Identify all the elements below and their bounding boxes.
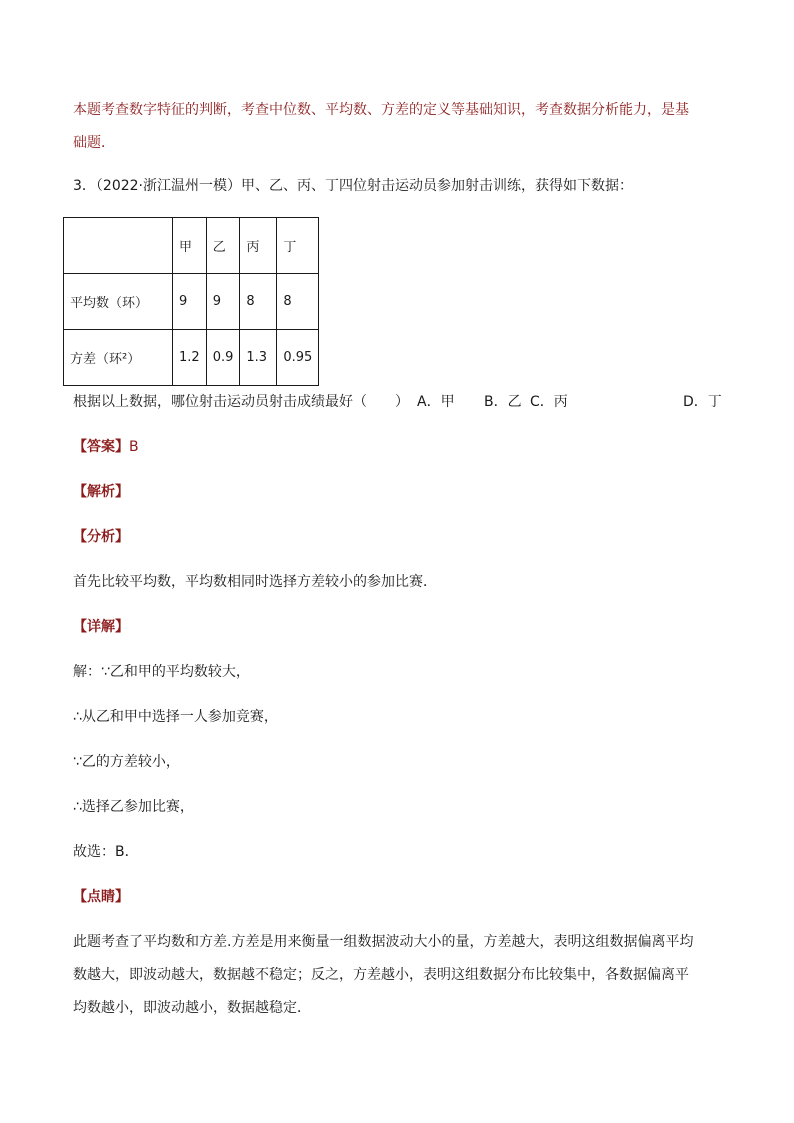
- question-ask: 根据以上数据，哪位射击运动员射击成绩最好（ ）: [73, 394, 409, 410]
- table-header-cell: 甲: [173, 218, 207, 274]
- option-a: A．甲: [417, 394, 455, 410]
- answer-value: B: [129, 439, 139, 455]
- comment-line: 数越大，即波动越大，数据越不稳定；反之，方差越小，表明这组数据分布比较集中，各数据偏离平: [73, 967, 689, 983]
- fenxi-label: 【分析】: [73, 529, 129, 545]
- comment-line: 均数越小，即波动越小，数据越稳定．: [73, 1000, 311, 1016]
- detail-line: ∵乙的方差较小，: [73, 754, 180, 770]
- option-c: C．丙: [530, 394, 568, 410]
- option-b: B．乙: [484, 394, 522, 410]
- table-row-label: 平均数（环）: [64, 274, 173, 330]
- detail-line: 解：∵乙和甲的平均数较大，: [73, 664, 250, 680]
- table-cell: 1.2: [173, 330, 207, 386]
- question-stem: 3．（2022·浙江温州一模）甲、乙、丙、丁四位射击运动员参加射击训练，获得如下数据：: [73, 178, 633, 194]
- table-cell: 8: [277, 274, 319, 330]
- option-d: D．丁: [683, 394, 722, 410]
- detail-line: 故选：B．: [73, 844, 139, 860]
- answer-line: [73, 437, 139, 457]
- table-row-label: 方差（环²）: [64, 330, 173, 386]
- table-header-cell: 乙: [206, 218, 240, 274]
- table-cell: 0.95: [277, 330, 319, 386]
- table-cell: 9: [206, 274, 240, 330]
- data-table: [63, 217, 319, 386]
- table-cell: 9: [173, 274, 207, 330]
- table-corner-cell: [64, 218, 173, 274]
- answer-label: 【答案】: [73, 439, 129, 455]
- table-row: [64, 330, 319, 386]
- comment-label: 【点睛】: [73, 889, 129, 905]
- table-cell: 0.9: [206, 330, 240, 386]
- table-header-cell: 丁: [277, 218, 319, 274]
- comment-line: 此题考查了平均数和方差.方差是用来衡量一组数据波动大小的量，方差越大，表明这组数据偏离平均: [73, 934, 694, 950]
- detail-line: ∴从乙和甲中选择一人参加竞赛，: [73, 709, 278, 725]
- detail-label: 【详解】: [73, 619, 129, 635]
- intro-line-1: 本题考查数字特征的判断，考查中位数、平均数、方差的定义等基础知识，考查数据分析能力，是基: [73, 102, 689, 118]
- intro-line-2: 础题．: [73, 135, 115, 151]
- analysis-label: 【解析】: [73, 484, 129, 500]
- table-header-row: [64, 218, 319, 274]
- table-cell: 1.3: [240, 330, 277, 386]
- detail-line: ∴选择乙参加比赛，: [73, 799, 194, 815]
- fenxi-text: 首先比较平均数，平均数相同时选择方差较小的参加比赛．: [73, 574, 437, 590]
- table-row: [64, 274, 319, 330]
- table-cell: 8: [240, 274, 277, 330]
- table-header-cell: 丙: [240, 218, 277, 274]
